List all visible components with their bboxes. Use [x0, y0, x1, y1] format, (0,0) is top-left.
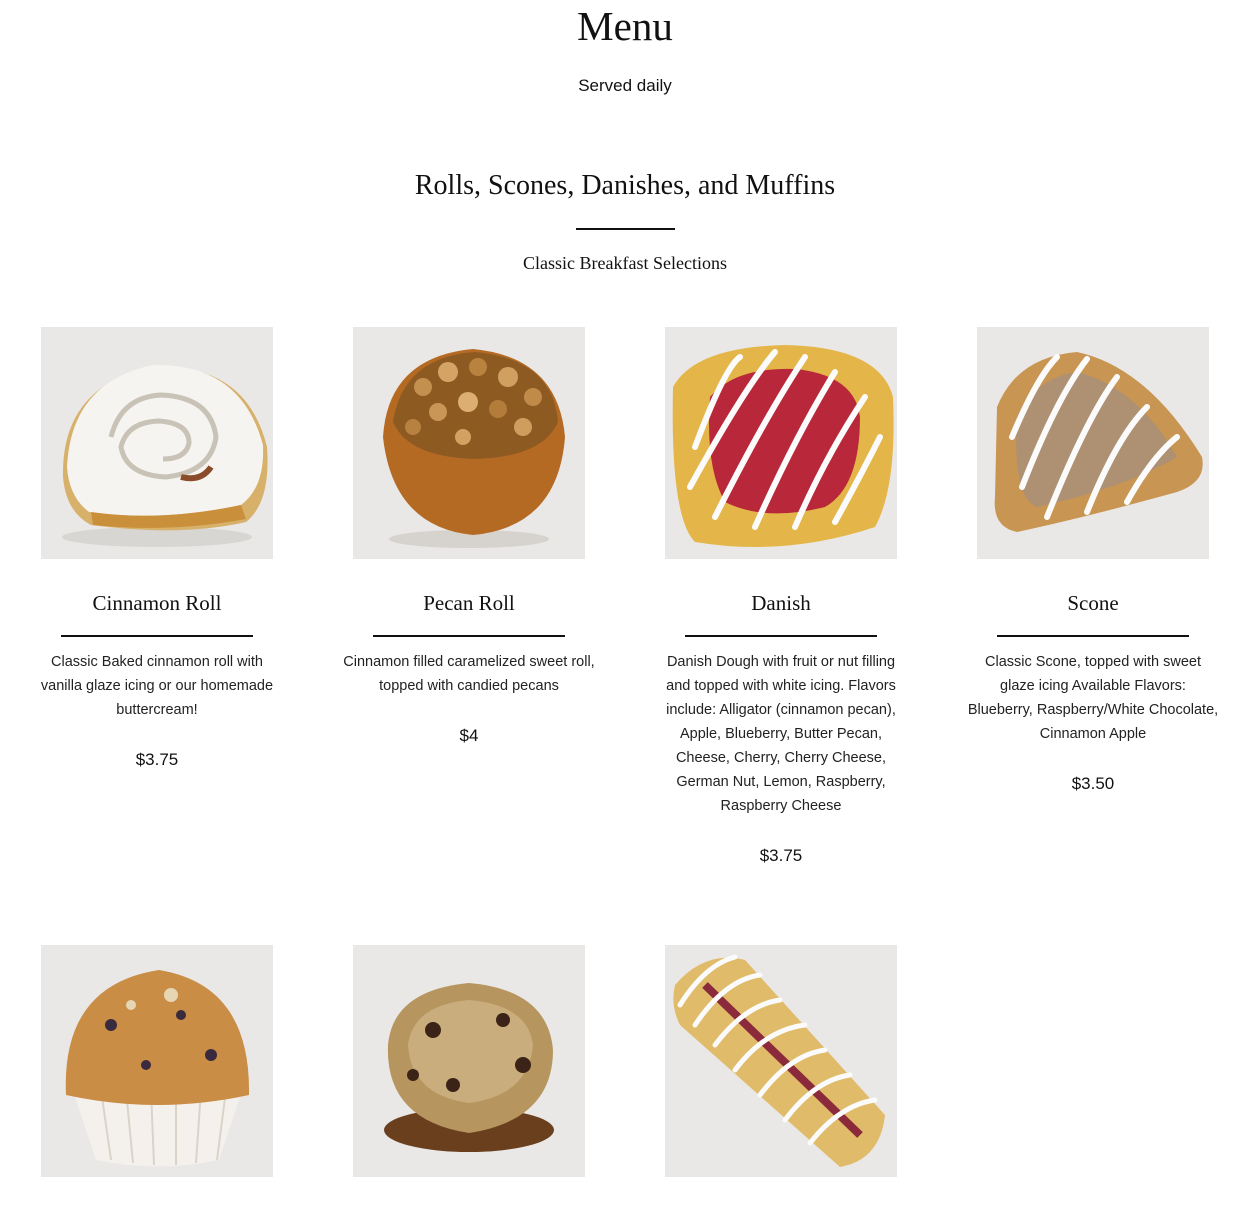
- item-description: Danish Dough with fruit or nut filling and topped with white icing. Flavors include: Alligator (cinnamon pecan), Apple, Blueberry, Butter Pecan, Cheese, Cherry, Cherry Cheese, German Nut, Lemon, Raspberry, Raspberry Cheese: [666, 654, 896, 814]
- muffin-photo[interactable]: [41, 945, 273, 1177]
- item-description: Classic Baked cinnamon roll with vanilla glaze icing or our homemade buttercream!: [40, 654, 274, 718]
- item-price: $3.50: [1071, 774, 1115, 793]
- strudel-photo[interactable]: [665, 945, 897, 1177]
- item-divider: [997, 635, 1189, 637]
- pecan-roll-photo[interactable]: [353, 327, 585, 559]
- item-description: Cinnamon filled caramelized sweet roll, topped with candied pecans: [343, 654, 595, 694]
- item-description: Classic Scone, topped with sweet glaze icing Available Flavors: Blueberry, Raspberry/White Chocolate, Cinnamon Apple: [967, 654, 1219, 742]
- scone-photo[interactable]: [977, 327, 1209, 559]
- section-divider: [576, 228, 675, 230]
- item-price: $3.75: [135, 750, 179, 769]
- item-divider: [373, 635, 565, 637]
- cinnamon-roll-photo[interactable]: [41, 327, 273, 559]
- section-subtitle: Classic Breakfast Selections: [523, 253, 727, 273]
- item-price: $4: [459, 726, 479, 745]
- danish-photo[interactable]: [665, 327, 897, 559]
- page-subtitle: Served daily: [578, 76, 672, 95]
- item-divider: [685, 635, 877, 637]
- item-price: $3.75: [759, 846, 803, 865]
- item-name: Scone: [1067, 591, 1119, 615]
- section-title: Rolls, Scones, Danishes, and Muffins: [414, 170, 836, 201]
- page-title: Menu: [577, 3, 673, 49]
- cookie-photo[interactable]: [353, 945, 585, 1177]
- item-divider: [61, 635, 253, 637]
- item-name: Cinnamon Roll: [92, 591, 222, 615]
- item-name: Danish: [751, 591, 811, 615]
- item-name: Pecan Roll: [423, 591, 515, 615]
